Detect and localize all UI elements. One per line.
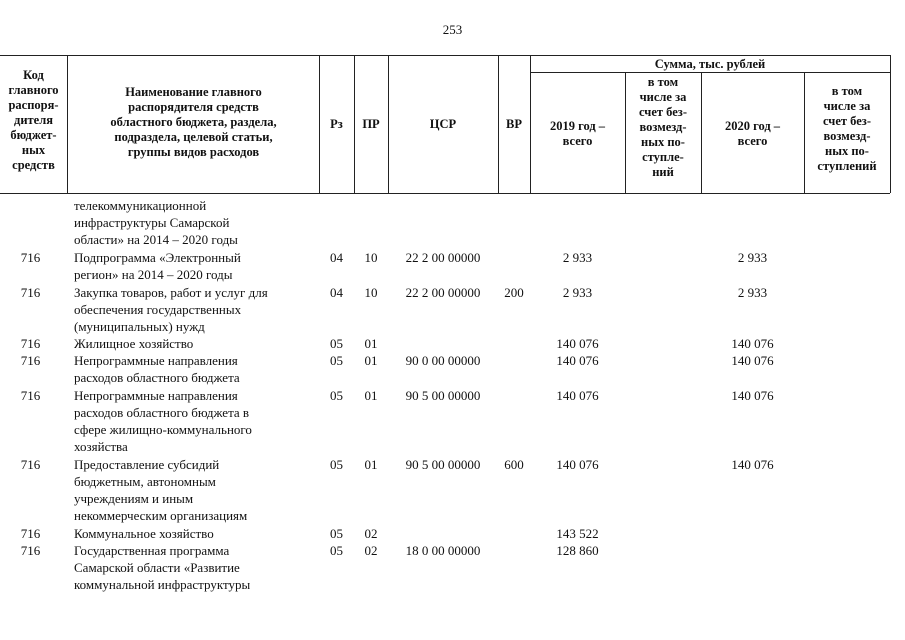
row-2019-total: 2 933 xyxy=(562,250,593,265)
page-number: 253 xyxy=(442,22,463,37)
header-name: Наименование главного распорядителя средств областного бюджета, раздела, подраздела, целевой статьи, группы видов расходов xyxy=(110,85,277,159)
row-code: 716 xyxy=(20,457,41,472)
row-name: Коммунальное хозяйство xyxy=(74,526,214,541)
row-rz: 05 xyxy=(330,543,343,558)
row-2020-total: 2 933 xyxy=(737,250,768,265)
row-csr: 90 5 00 00000 xyxy=(405,388,481,403)
row-2020-total: 140 076 xyxy=(731,457,774,472)
row-2019-total: 140 076 xyxy=(556,336,599,351)
row-pr: 10 xyxy=(364,250,378,265)
row-2020-total: 2 933 xyxy=(737,285,768,300)
row-name: Государственная программа Самарской области «Развитие коммунальной инфраструктуры xyxy=(74,543,251,592)
header-2019-free: в том числе за счет без- возмезд- ных по- ступле- ний xyxy=(639,75,687,179)
row-code: 716 xyxy=(20,336,41,351)
row-code: 716 xyxy=(20,543,41,558)
row-csr: 18 0 00 00000 xyxy=(405,543,481,558)
header-code: Код главного распоря- дителя бюджет- ных средств xyxy=(8,68,59,172)
col-divider xyxy=(67,55,68,193)
header-rz: Рз xyxy=(330,117,343,131)
row-csr: 90 5 00 00000 xyxy=(405,457,481,472)
row-rz: 05 xyxy=(330,526,343,541)
row-rz: 04 xyxy=(330,250,343,265)
row-name: телекоммуникационной инфраструктуры Самарской области» на 2014 – 2020 годы xyxy=(74,198,238,247)
row-code: 716 xyxy=(20,388,41,403)
header-2019-total: 2019 год – всего xyxy=(549,119,606,148)
header-vr: ВР xyxy=(506,117,522,131)
row-2019-total: 140 076 xyxy=(556,353,599,368)
row-pr: 01 xyxy=(364,457,378,472)
row-code: 716 xyxy=(20,250,41,265)
row-2020-total: 140 076 xyxy=(731,388,774,403)
row-pr: 01 xyxy=(364,388,378,403)
row-code: 716 xyxy=(20,526,41,541)
row-2020-total: 140 076 xyxy=(731,353,774,368)
row-rz: 05 xyxy=(330,388,343,403)
row-rz: 04 xyxy=(330,285,343,300)
row-code: 716 xyxy=(20,285,41,300)
header-2020-total: 2020 год – всего xyxy=(724,119,781,148)
sum-divider-line xyxy=(530,72,890,73)
header-2020-free: в том числе за счет без- возмезд- ных по- ступлений xyxy=(817,84,877,173)
row-name: Непрограммные направления расходов областного бюджета xyxy=(74,353,240,385)
header-pr: ПР xyxy=(362,117,380,131)
row-code: 716 xyxy=(20,353,41,368)
header-top-line xyxy=(0,55,890,56)
row-rz: 05 xyxy=(330,353,343,368)
row-2019-total: 128 860 xyxy=(556,543,599,558)
row-2020-total: 140 076 xyxy=(731,336,774,351)
row-name: Закупка товаров, работ и услуг для обеспечения государственных (муниципальных) нужд xyxy=(74,285,268,334)
row-name: Жилищное хозяйство xyxy=(74,336,194,351)
row-pr: 01 xyxy=(364,336,378,351)
row-vr: 200 xyxy=(504,285,524,300)
row-2019-total: 143 522 xyxy=(556,526,599,541)
row-csr: 90 0 00 00000 xyxy=(405,353,481,368)
row-vr: 600 xyxy=(504,457,524,472)
col-divider xyxy=(890,55,891,193)
row-rz: 05 xyxy=(330,336,343,351)
row-name: Предоставление субсидий бюджетным, автономным учреждениям и иным некоммерческим организациям xyxy=(74,457,248,523)
row-name: Непрограммные направления расходов областного бюджета в сфере жилищно-коммунального хозяйства xyxy=(74,388,252,454)
row-rz: 05 xyxy=(330,457,343,472)
row-pr: 02 xyxy=(364,526,378,541)
row-csr: 22 2 00 00000 xyxy=(405,250,481,265)
row-csr: 22 2 00 00000 xyxy=(405,285,481,300)
header-csr: ЦСР xyxy=(429,117,457,131)
header-bottom-line xyxy=(0,193,890,194)
row-pr: 02 xyxy=(364,543,378,558)
row-pr: 01 xyxy=(364,353,378,368)
header-sum: Сумма, тыс. рублей xyxy=(654,57,766,71)
row-name: Подпрограмма «Электронный регион» на 2014 – 2020 годы xyxy=(74,250,241,282)
row-2019-total: 2 933 xyxy=(562,285,593,300)
row-pr: 10 xyxy=(364,285,378,300)
row-2019-total: 140 076 xyxy=(556,388,599,403)
row-2019-total: 140 076 xyxy=(556,457,599,472)
